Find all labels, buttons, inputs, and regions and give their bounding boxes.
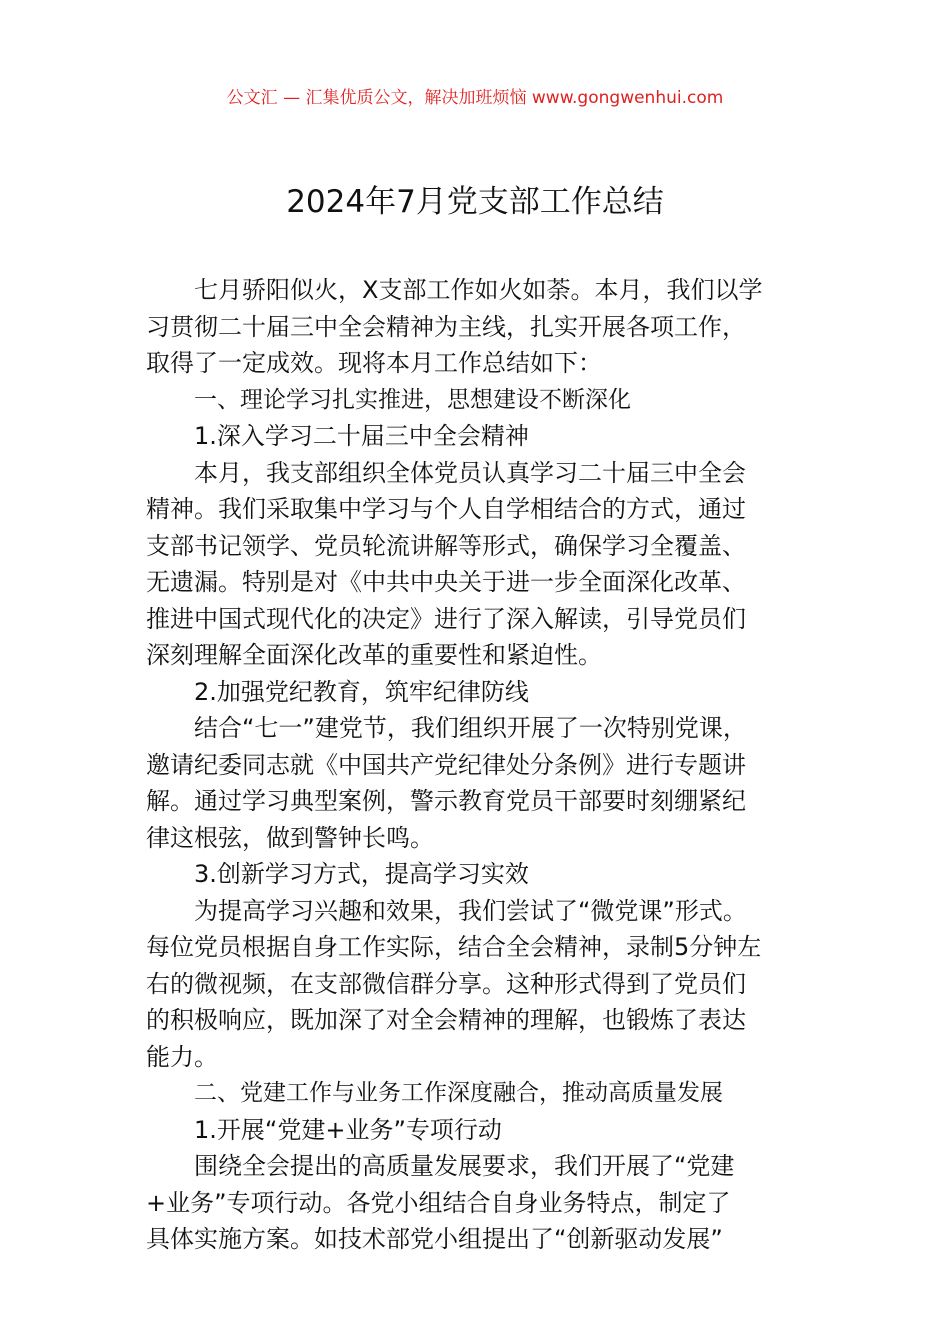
paragraph-line: 的积极响应，既加深了对全会精神的理解，也锻炼了表达 <box>146 1006 746 1034</box>
paragraph-line: 精神。我们采取集中学习与个人自学相结合的方式，通过 <box>146 495 746 523</box>
header-banner: 公文汇 — 汇集优质公文，解决加班烦恼 www.gongwenhui.com <box>226 88 724 108</box>
section-heading: 一、理论学习扎实推进，思想建设不断深化 <box>194 386 631 413</box>
paragraph-line: 结合“七一”建党节，我们组织开展了一次特别党课， <box>194 714 747 742</box>
paragraph-line: 无遗漏。特别是对《中共中央关于进一步全面深化改革、 <box>146 568 746 596</box>
paragraph-line: 本月，我支部组织全体党员认真学习二十届三中全会 <box>194 458 746 487</box>
subsection-heading: 3.创新学习方式，提高学习实效 <box>194 860 529 888</box>
paragraph-line: 习贯彻二十届三中全会精神为主线，扎实开展各项工作， <box>146 312 746 341</box>
subsection-heading: 2.加强党纪教育，筑牢纪律防线 <box>194 677 529 706</box>
subsection-heading: 1.深入学习二十届三中全会精神 <box>194 422 529 450</box>
subsection-heading: 1.开展“党建+业务”专项行动 <box>194 1115 502 1144</box>
paragraph-line: 推进中国式现代化的决定》进行了深入解读，引导党员们 <box>146 604 746 633</box>
paragraph-line: 解。通过学习典型案例，警示教育党员干部要时刻绷紧纪 <box>146 787 746 815</box>
page-title: 2024年7月党支部工作总结 <box>286 184 664 220</box>
paragraph-line: 具体实施方案。如技术部党小组提出了“创新驱动发展” <box>146 1225 723 1253</box>
paragraph-line: 能力。 <box>146 1042 218 1071</box>
paragraph-line: +业务”专项行动。各党小组结合自身业务特点，制定了 <box>146 1188 731 1217</box>
paragraph-line: 邀请纪委同志就《中国共产党纪律处分条例》进行专题讲 <box>146 750 746 779</box>
paragraph-line: 深刻理解全面深化改革的重要性和紧迫性。 <box>146 641 602 669</box>
document-body <box>146 272 836 1258</box>
section-heading: 二、党建工作与业务工作深度融合，推动高质量发展 <box>194 1080 723 1106</box>
paragraph-line: 为提高学习兴趣和效果，我们尝试了“微党课”形式。 <box>194 896 747 925</box>
paragraph-line: 每位党员根据自身工作实际，结合全会精神，录制5分钟左 <box>146 933 762 961</box>
paragraph-line: 七月骄阳似火，X支部工作如火如荼。本月，我们以学 <box>194 276 763 304</box>
paragraph-line: 支部书记领学、党员轮流讲解等形式，确保学习全覆盖、 <box>146 531 746 560</box>
paragraph-line: 围绕全会提出的高质量发展要求，我们开展了“党建 <box>194 1152 735 1180</box>
paragraph-line: 律这根弦，做到警钟长鸣。 <box>146 823 434 852</box>
paragraph-line: 右的微视频，在支部微信群分享。这种形式得到了党员们 <box>146 969 746 998</box>
paragraph-line: 取得了一定成效。现将本月工作总结如下： <box>146 349 602 377</box>
